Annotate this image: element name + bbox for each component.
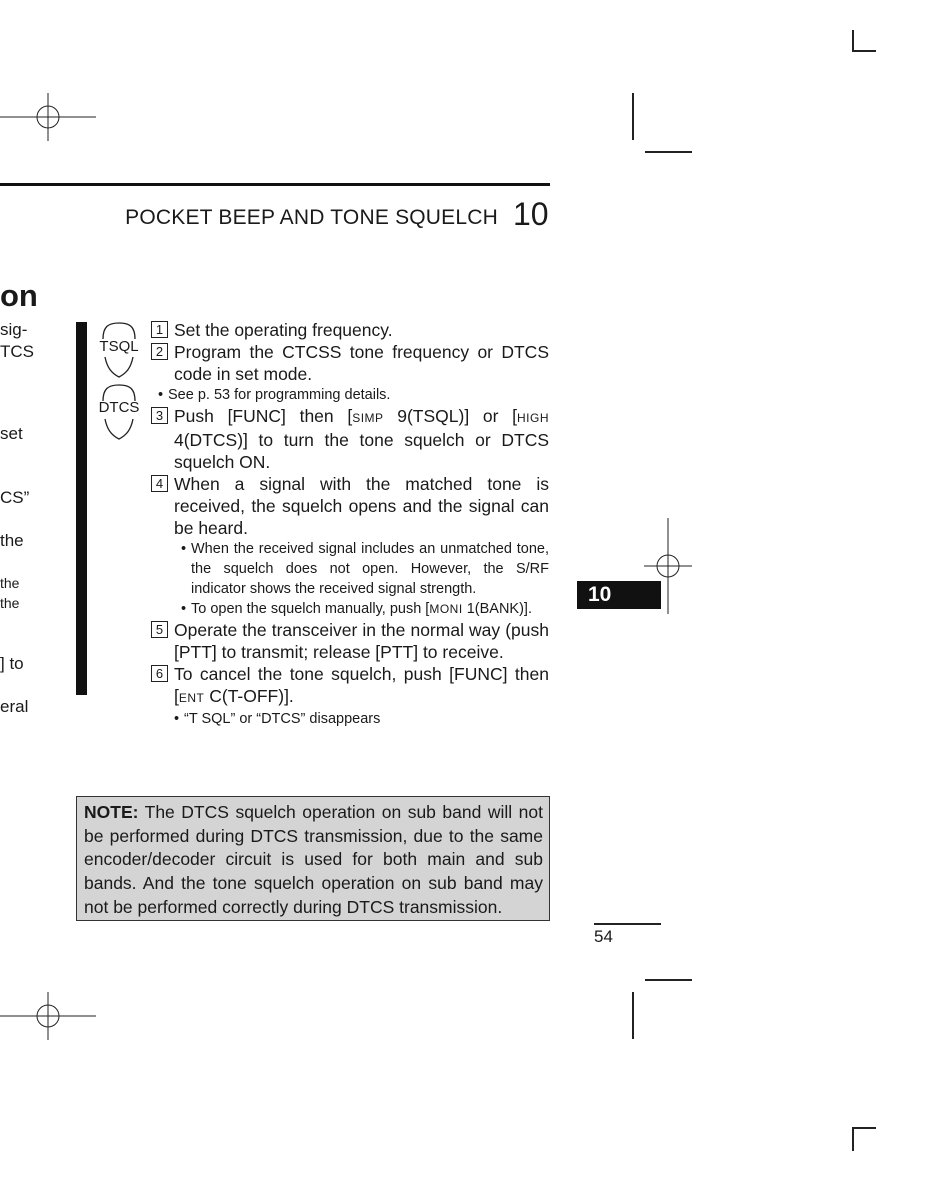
header-rule [0, 183, 550, 186]
section-title: POCKET BEEP AND TONE SQUELCH [125, 206, 498, 229]
bullet-text: When the received signal includes an unmatched tone, the squelch does not open. However, the S/RF indicator shows the received signal strength. [191, 541, 549, 597]
bullet-see-page: • See p. 53 for programming details. [158, 387, 391, 403]
step-6 [151, 663, 549, 709]
step-number: 2 [151, 343, 168, 360]
step-text: Push [FUNC] then [SIMP 9(TSQL)] or [HIGH 4(DTCS)] to turn the tone squelch or DTCS squelch ON. [174, 406, 549, 472]
step-4 [151, 473, 549, 539]
step-3 [151, 405, 549, 473]
chapter-tab [577, 581, 661, 609]
cut-text-fragment: sig- [0, 320, 28, 339]
page-number-rule [594, 923, 661, 925]
cut-heading-fragment: on [0, 278, 38, 313]
cut-text-fragment: TCS [0, 342, 34, 361]
section-bar [76, 322, 87, 695]
step-text: To cancel the tone squelch, push [FUNC] then [ENT C(T-OFF)]. [174, 664, 549, 706]
chapter-tab-label: 10 [588, 583, 612, 606]
step-number: 1 [151, 321, 168, 338]
note-text: The DTCS squelch operation on sub band will not be performed during DTCS transmission, due to the same encoder/decoder circuit is used for both main and sub bands. And the tone squelch operation on sub band may not be performed correctly during DTCS transmission. [84, 802, 543, 917]
note-box [76, 796, 550, 921]
tsql-key-icon [97, 321, 141, 383]
step-text: Program the CTCSS tone frequency or DTCS code in set mode. [174, 342, 549, 384]
step-text: When a signal with the matched tone is received, the squelch opens and the signal can be heard. [174, 474, 549, 538]
dtcs-key-label: DTCS [98, 399, 140, 416]
step-number: 6 [151, 665, 168, 682]
step-5 [151, 619, 549, 663]
bullet-text: See p. 53 for programming details. [168, 387, 391, 403]
chapter-number: 10 [513, 196, 549, 232]
page-number: 54 [594, 927, 613, 946]
step-number: 5 [151, 621, 168, 638]
step-number: 3 [151, 407, 168, 424]
dtcs-key-icon [97, 383, 141, 445]
note-label: NOTE: [84, 802, 139, 822]
cut-text-fragment: set [0, 424, 23, 443]
step-number: 4 [151, 475, 168, 492]
registration-target-bottom-icon [0, 992, 96, 1040]
cut-text-fragment: the [0, 595, 20, 611]
instruction-steps [151, 319, 549, 729]
tsql-key-label: TSQL [99, 338, 139, 355]
cut-text-fragment: CS” [0, 488, 30, 507]
registration-target-top-icon [0, 93, 96, 141]
bullet-manual: • To open the squelch manually, push [MONI 1(BANK)]. [181, 601, 532, 617]
bullet-text: To open the squelch manually, push [MONI 1(BANK)]. [191, 601, 532, 617]
step-1 [151, 319, 549, 341]
bullet-unmatched: • When the received signal includes an unmatched tone, the squelch does not open. However, the S/RF indicator shows the received signal strength. [181, 541, 549, 597]
bullet-text: “T SQL” or “DTCS” disappears [184, 711, 381, 727]
cut-text-fragment: ] to [0, 654, 24, 673]
step-2 [151, 341, 549, 385]
cut-text-fragment: the [0, 575, 20, 591]
cut-text-fragment: eral [0, 697, 29, 716]
bullet-disappears: • “T SQL” or “DTCS” disappears [174, 711, 381, 727]
step-text: Operate the transceiver in the normal way (push [PTT] to transmit; release [PTT] to receive. [174, 620, 549, 662]
step-text: Set the operating frequency. [174, 320, 393, 340]
cut-text-fragment: the [0, 531, 24, 550]
